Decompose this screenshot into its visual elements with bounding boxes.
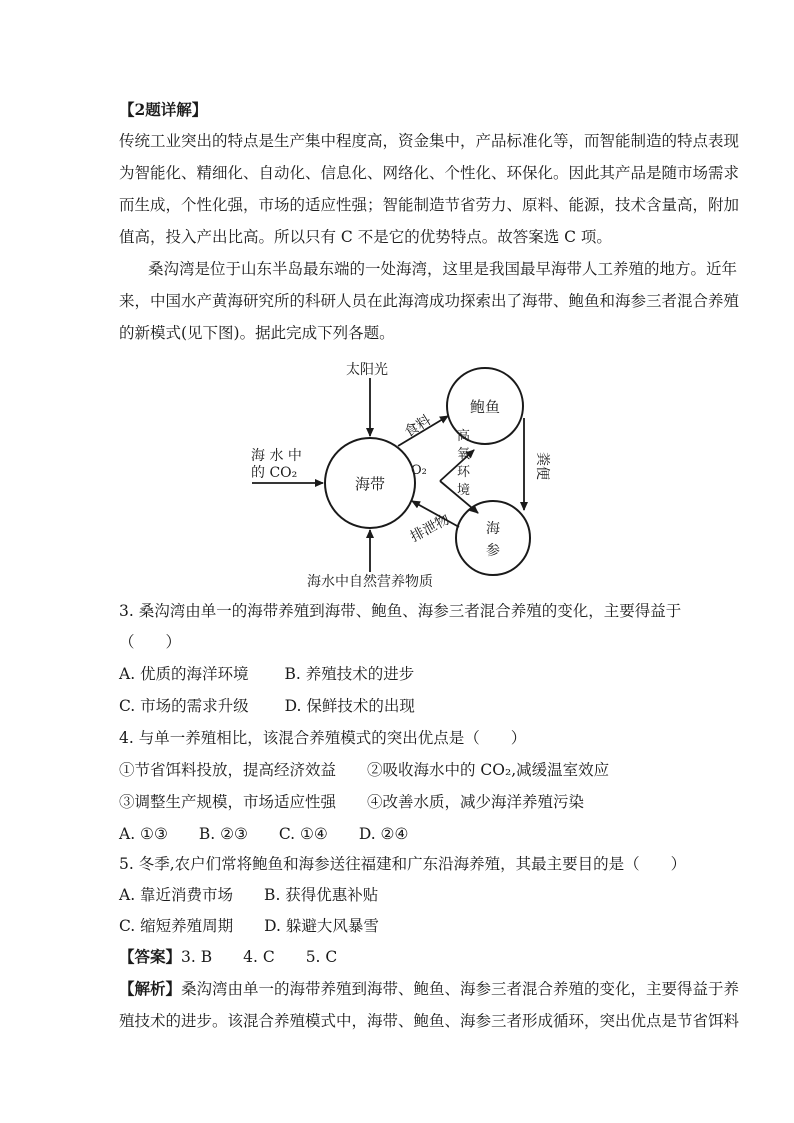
q4-items-row-2: ③调整生产规模，市场适应性强 ④改善水质，减少海洋养殖污染 bbox=[119, 793, 585, 811]
answer-label: 【答案】 bbox=[119, 947, 182, 966]
food-label: 食料 bbox=[401, 412, 434, 441]
intro-line-1: 桑沟湾是位于山东半岛最东端的一处海湾，这里是我国最早海带人工养殖的地方。近年 bbox=[148, 260, 738, 278]
high-oxygen-char-2: 氧 bbox=[457, 447, 471, 462]
q3-stem: 3. 桑沟湾由单一的海带养殖到海带、鲍鱼、海参三者混合养殖的变化，主要得益于 bbox=[119, 602, 682, 620]
q2-line-1: 传统工业突出的特点是生产集中程度高，资金集中，产品标准化等，而智能制造的特点表现 bbox=[119, 132, 740, 150]
analysis-line-1 bbox=[119, 978, 739, 1000]
co2-label-line1: 海 水 中 bbox=[251, 448, 302, 464]
intro-line-2: 来，中国水产黄海研究所的科研人员在此海湾成功探索出了海带、鲍鱼和海参三者混合养殖 bbox=[119, 292, 740, 310]
nutrients-label: 海水中自然营养物质 bbox=[307, 574, 433, 590]
sea-cucumber-circle bbox=[456, 501, 530, 575]
q5-options-row-1: A. 靠近消费市场 B. 获得优惠补贴 bbox=[119, 886, 379, 904]
q2-line-4: 值高，投入产出比高。所以只有 C 不是它的优势特点。故答案选 C 项。 bbox=[119, 228, 612, 246]
answer-value: 3. B 4. C 5. C bbox=[181, 948, 338, 966]
analysis-text-1: 桑沟湾由单一的海带养殖到海带、鲍鱼、海参三者混合养殖的变化，主要得益于养 bbox=[181, 980, 740, 998]
q3-blank: （ ） bbox=[119, 633, 182, 651]
high-oxygen-char-4: 境 bbox=[457, 483, 471, 498]
q2-heading: 【2题详解】 bbox=[119, 100, 208, 119]
co2-label-line2: 的 CO₂ bbox=[251, 465, 298, 481]
q3-options-row-1: A. 优质的海洋环境 B. 养殖技术的进步 bbox=[119, 665, 415, 683]
q2-line-3: 而生成，个性化强，市场的适应性强；智能制造节省劳力、原料、能源，技术含量高，附加 bbox=[119, 196, 740, 214]
analysis-label: 【解析】 bbox=[119, 979, 182, 998]
q5-options-row-2: C. 缩短养殖周期 D. 躲避大风暴雪 bbox=[119, 917, 379, 935]
oxygen-label: O₂ bbox=[411, 463, 427, 478]
analysis-line-2: 殖技术的进步。该混合养殖模式中，海带、鲍鱼、海参三者形成循环，突出优点是节省饵料 bbox=[119, 1012, 740, 1030]
abalone-label: 鲍鱼 bbox=[469, 398, 501, 416]
kelp-label: 海带 bbox=[354, 475, 386, 493]
q4-items-row-1: ①节省饵料投放，提高经济效益 ②吸收海水中的 CO₂,减缓温室效应 bbox=[119, 761, 610, 779]
sea-cucumber-label-2: 参 bbox=[486, 543, 500, 559]
high-oxygen-char-3: 环 bbox=[457, 465, 471, 480]
answer-line bbox=[119, 946, 337, 968]
feces-label: 粪便 bbox=[534, 452, 550, 480]
q4-options: A. ①③ B. ②③ C. ①④ D. ②④ bbox=[119, 825, 409, 843]
sea-cucumber-label-1: 海 bbox=[486, 521, 500, 537]
excreta-label: 排泄物 bbox=[407, 511, 453, 546]
q5-stem: 5. 冬季,农户们常将鲍鱼和海参送往福建和广东沿海养殖，其最主要目的是（ ） bbox=[119, 855, 687, 873]
sunlight-label: 太阳光 bbox=[346, 362, 388, 378]
q3-options-row-2: C. 市场的需求升级 D. 保鲜技术的出现 bbox=[119, 697, 415, 715]
high-oxygen-char-1: 高 bbox=[457, 429, 471, 444]
intro-line-3: 的新模式(见下图)。据此完成下列各题。 bbox=[119, 324, 395, 342]
q2-line-2: 为智能化、精细化、自动化、信息化、网络化、个性化、环保化。因此其产品是随市场需求 bbox=[119, 164, 740, 182]
q4-stem: 4. 与单一养殖相比，该混合养殖模式的突出优点是（ ） bbox=[119, 729, 527, 747]
